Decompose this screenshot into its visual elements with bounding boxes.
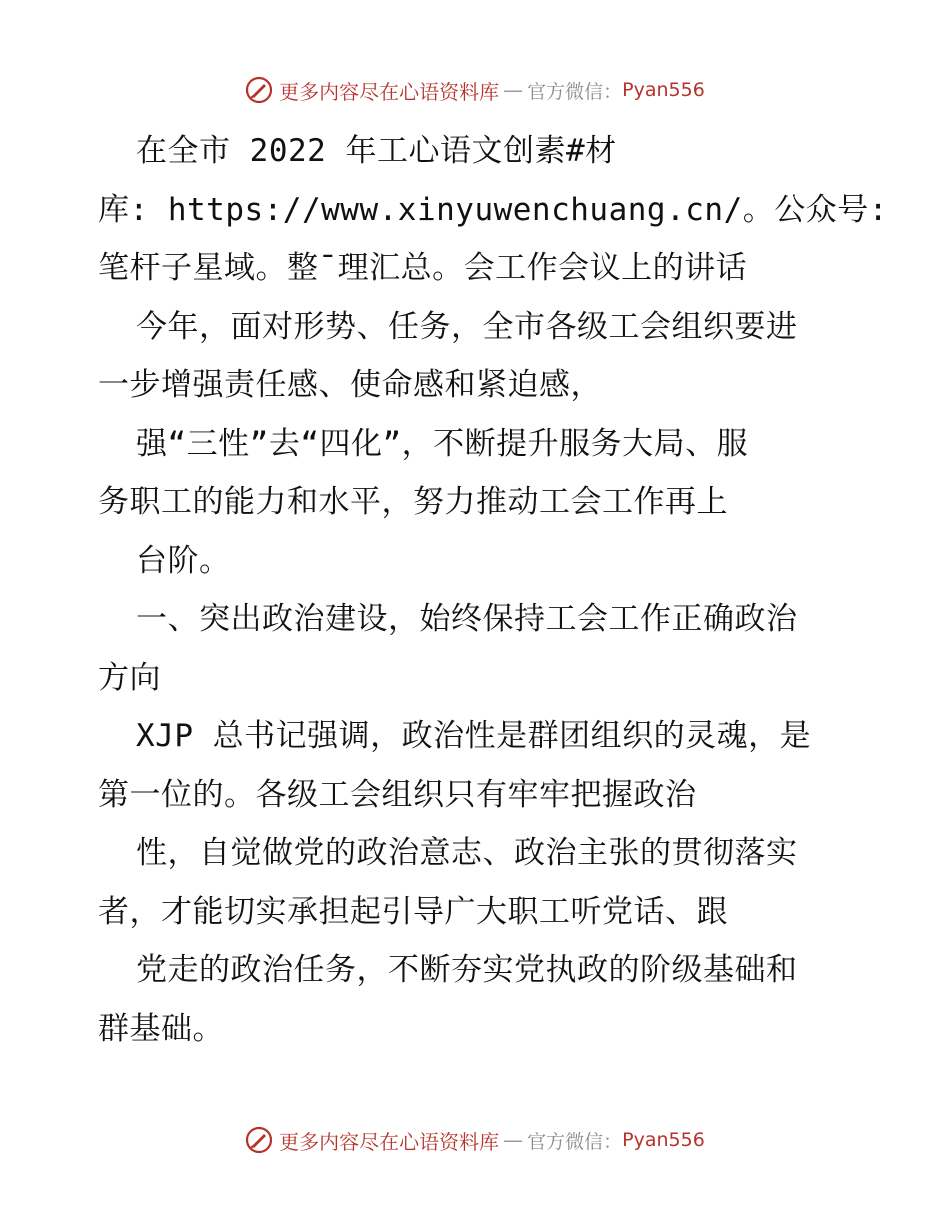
text-line: 性，自觉做党的政治意志、政治主张的贯彻落实 [136, 835, 798, 871]
text-line: 第一位的。各级工会组织只有牢牢把握政治 [98, 776, 697, 813]
quill-logo-icon [245, 1126, 273, 1154]
header-watermark [0, 70, 950, 110]
watermark-text: 更多内容尽在心语资料库 [279, 1129, 500, 1154]
watermark-id: Pyan556 [622, 79, 705, 101]
text-line: 一、突出政治建设，始终保持工会工作正确政治 [136, 601, 798, 637]
text-line: 一步增强责任感、使命感和紧迫感， [98, 367, 602, 403]
watermark-label: 官方微信： [527, 1130, 623, 1153]
text-line: 群基础。 [98, 1010, 224, 1047]
document-body [98, 122, 888, 1058]
watermark-dash: — [503, 1128, 524, 1152]
footer-watermark [0, 1120, 950, 1160]
watermark-label: 官方微信： [527, 80, 623, 103]
watermark-dash: — [503, 78, 524, 102]
watermark-id: Pyan556 [622, 1129, 705, 1151]
text-line: 在全市 2022 年工心语文创素#材 [136, 133, 617, 169]
text-line: 今年，面对形势、任务，全市各级工会组织要进 [136, 308, 798, 345]
text-line: 党走的政治任务，不断夯实党执政的阶级基础和 [136, 952, 798, 988]
text-line: 笔杆子星域。整¯理汇总。会工作会议上的讲话 [98, 250, 748, 286]
text-line: 方向 [98, 659, 161, 696]
text-line: 者，才能切实承担起引导广大职工听党话、跟 [98, 893, 728, 930]
text-line: XJP 总书记强调，政治性是群团组织的灵魂，是 [136, 718, 812, 754]
text-line: 务职工的能力和水平，努力推动工会工作再上 [98, 484, 728, 520]
quill-logo-icon [245, 76, 273, 104]
text-line: 台阶。 [136, 542, 231, 579]
text-line: 强“三性”去“四化”，不断提升服务大局、服 [136, 425, 749, 462]
watermark-text: 更多内容尽在心语资料库 [279, 79, 500, 104]
text-line: 库: https://www.xinyuwenchuang.cn/。公众号: [98, 191, 888, 228]
